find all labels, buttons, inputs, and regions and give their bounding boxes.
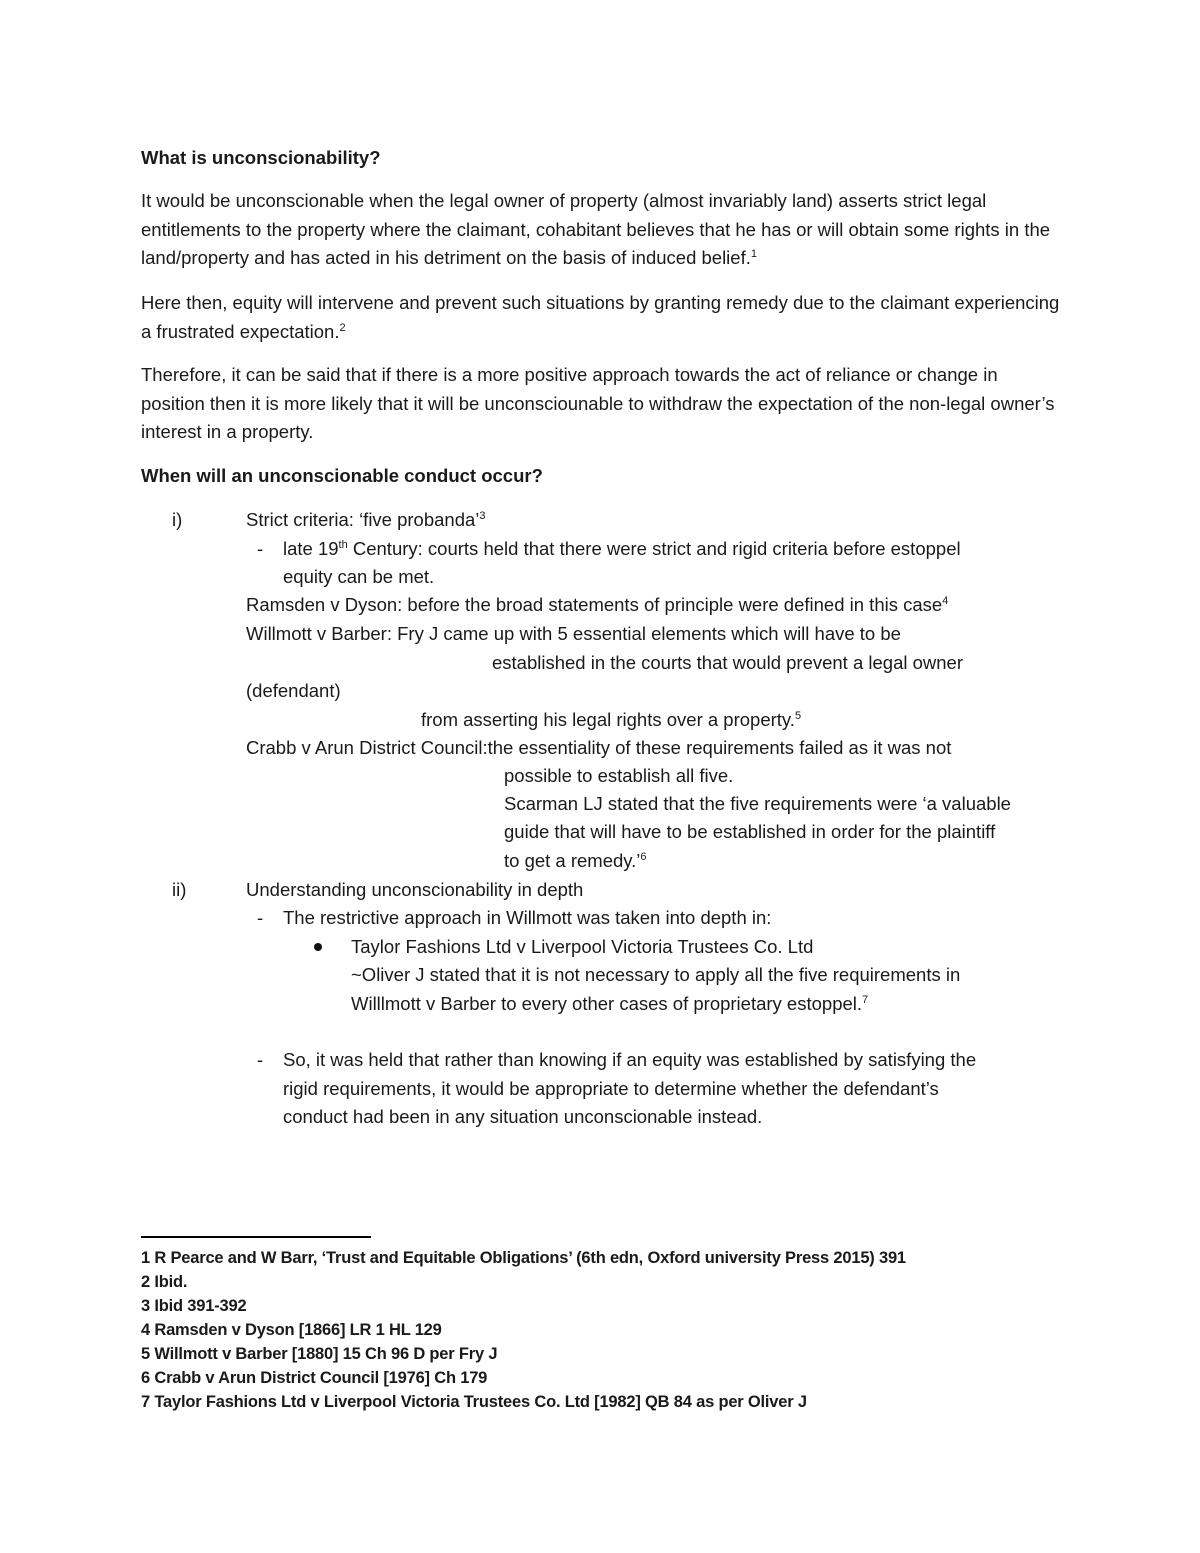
- taylor-case-line: Taylor Fashions Ltd v Liverpool Victoria Trustees Co. Ltd: [351, 936, 814, 957]
- list-numeral-ii: ii): [172, 879, 187, 900]
- willmott-line-3: (defendant): [246, 680, 341, 701]
- oliver-line-1: ~Oliver J stated that it is not necessary to apply all the five requirements in: [351, 964, 961, 985]
- footnote-5: 5 Willmott v Barber [1880] 15 Ch 96 D per Fry J: [141, 1345, 498, 1363]
- dash-marker: -: [257, 538, 264, 559]
- footnote-2: 2 Ibid.: [141, 1273, 188, 1291]
- paragraph-3: Therefore, it can be said that if there is a more positive approach towards the act of reliance or change in position then it is more likely that it will be unconsciounable to withdraw the expectation of the non-legal owner’s interest in a property.: [141, 364, 1055, 443]
- dash-marker: -: [257, 907, 264, 928]
- footnote-7: 7 Taylor Fashions Ltd v Liverpool Victoria Trustees Co. Ltd [1982] QB 84 as per Oliver J: [141, 1393, 807, 1411]
- crabb-line-1: Crabb v Arun District Council:the essentiality of these requirements failed as it was not: [246, 737, 952, 758]
- footnote-4: 4 Ramsden v Dyson [1866] LR 1 HL 129: [141, 1321, 442, 1339]
- paragraph-1: [141, 187, 1066, 273]
- footnote-ref-5[interactable]: 5: [794, 709, 802, 722]
- paragraph-1-text: It would be unconscionable when the legal owner of property (almost invariably land) asserts strict legal entitlements to the property where the claimant, cohabitant believes that he has or will obtain some rights in the land/property and has acted in his detriment on the basis of induced belief.: [141, 190, 1051, 269]
- crabb-line-3: Scarman LJ stated that the five requirements were ‘a valuable: [504, 793, 1011, 814]
- footnote-3: 3 Ibid 391-392: [141, 1297, 247, 1315]
- oliver-line-2: [351, 990, 868, 1018]
- paragraph-2: [141, 289, 1066, 346]
- dash-marker: -: [257, 1049, 264, 1070]
- item-i-title-text: Strict criteria: ‘five probanda’: [246, 509, 480, 530]
- footnote-ref-2[interactable]: 2: [339, 321, 346, 334]
- so-line-3: conduct had been in any situation unconscionable instead.: [283, 1106, 763, 1127]
- footnote-ref-7[interactable]: 7: [862, 993, 869, 1006]
- crabb-line-5: [504, 847, 647, 875]
- late-19th-century-line: [283, 535, 961, 563]
- footnote-ref-4[interactable]: 4: [942, 594, 949, 607]
- late-century-text: late 19: [283, 538, 339, 559]
- crabb-line-4: guide that will have to be established in order for the plaintiff: [504, 821, 996, 842]
- item-i-title: [246, 506, 486, 534]
- footnote-6: 6 Crabb v Arun District Council [1976] Ch 179: [141, 1369, 488, 1387]
- oliver-text: Willlmott v Barber to every other cases of proprietary estoppel.: [351, 993, 863, 1014]
- so-line-2: rigid requirements, it would be appropriate to determine whether the defendant’s: [283, 1078, 939, 1099]
- footnote-ref-3[interactable]: 3: [479, 509, 486, 522]
- willmott-text: from asserting his legal rights over a property.: [421, 709, 795, 730]
- so-line-1: So, it was held that rather than knowing if an equity was established by satisfying the: [283, 1049, 977, 1070]
- ramsden-line: [246, 591, 948, 619]
- ordinal-suffix: th: [338, 538, 348, 551]
- footnote-separator: [141, 1236, 371, 1238]
- heading-what-is-unconscionability: What is unconscionability?: [141, 147, 381, 168]
- crabb-text: to get a remedy.’: [504, 850, 641, 871]
- item-ii-title: Understanding unconscionability in depth: [246, 879, 584, 900]
- willmott-line-2: established in the courts that would prevent a legal owner: [492, 652, 964, 673]
- willmott-line-1: Willmott v Barber: Fry J came up with 5 essential elements which will have to be: [246, 623, 901, 644]
- bullet-icon: [314, 943, 322, 951]
- late-century-text-cont: Century: courts held that there were strict and rigid criteria before estoppel: [347, 538, 961, 559]
- list-numeral-i: i): [172, 509, 183, 530]
- footnote-ref-6[interactable]: 6: [640, 850, 647, 863]
- footnote-ref-1[interactable]: 1: [750, 248, 757, 261]
- restrictive-approach-line: The restrictive approach in Willmott was taken into depth in:: [283, 907, 772, 928]
- paragraph-2-text: Here then, equity will intervene and prevent such situations by granting remedy due to the claimant experiencing a frustrated expectation.: [141, 292, 1060, 342]
- late-century-line-2: equity can be met.: [283, 566, 435, 587]
- heading-when-unconscionable: When will an unconscionable conduct occur?: [141, 465, 543, 486]
- willmott-line-4: [421, 706, 801, 734]
- footnote-1: 1 R Pearce and W Barr, ‘Trust and Equitable Obligations’ (6th edn, Oxford university Press 2015) 391: [141, 1249, 906, 1267]
- ramsden-text: Ramsden v Dyson: before the broad statements of principle were defined in this case: [246, 594, 943, 615]
- crabb-line-2: possible to establish all five.: [504, 765, 734, 786]
